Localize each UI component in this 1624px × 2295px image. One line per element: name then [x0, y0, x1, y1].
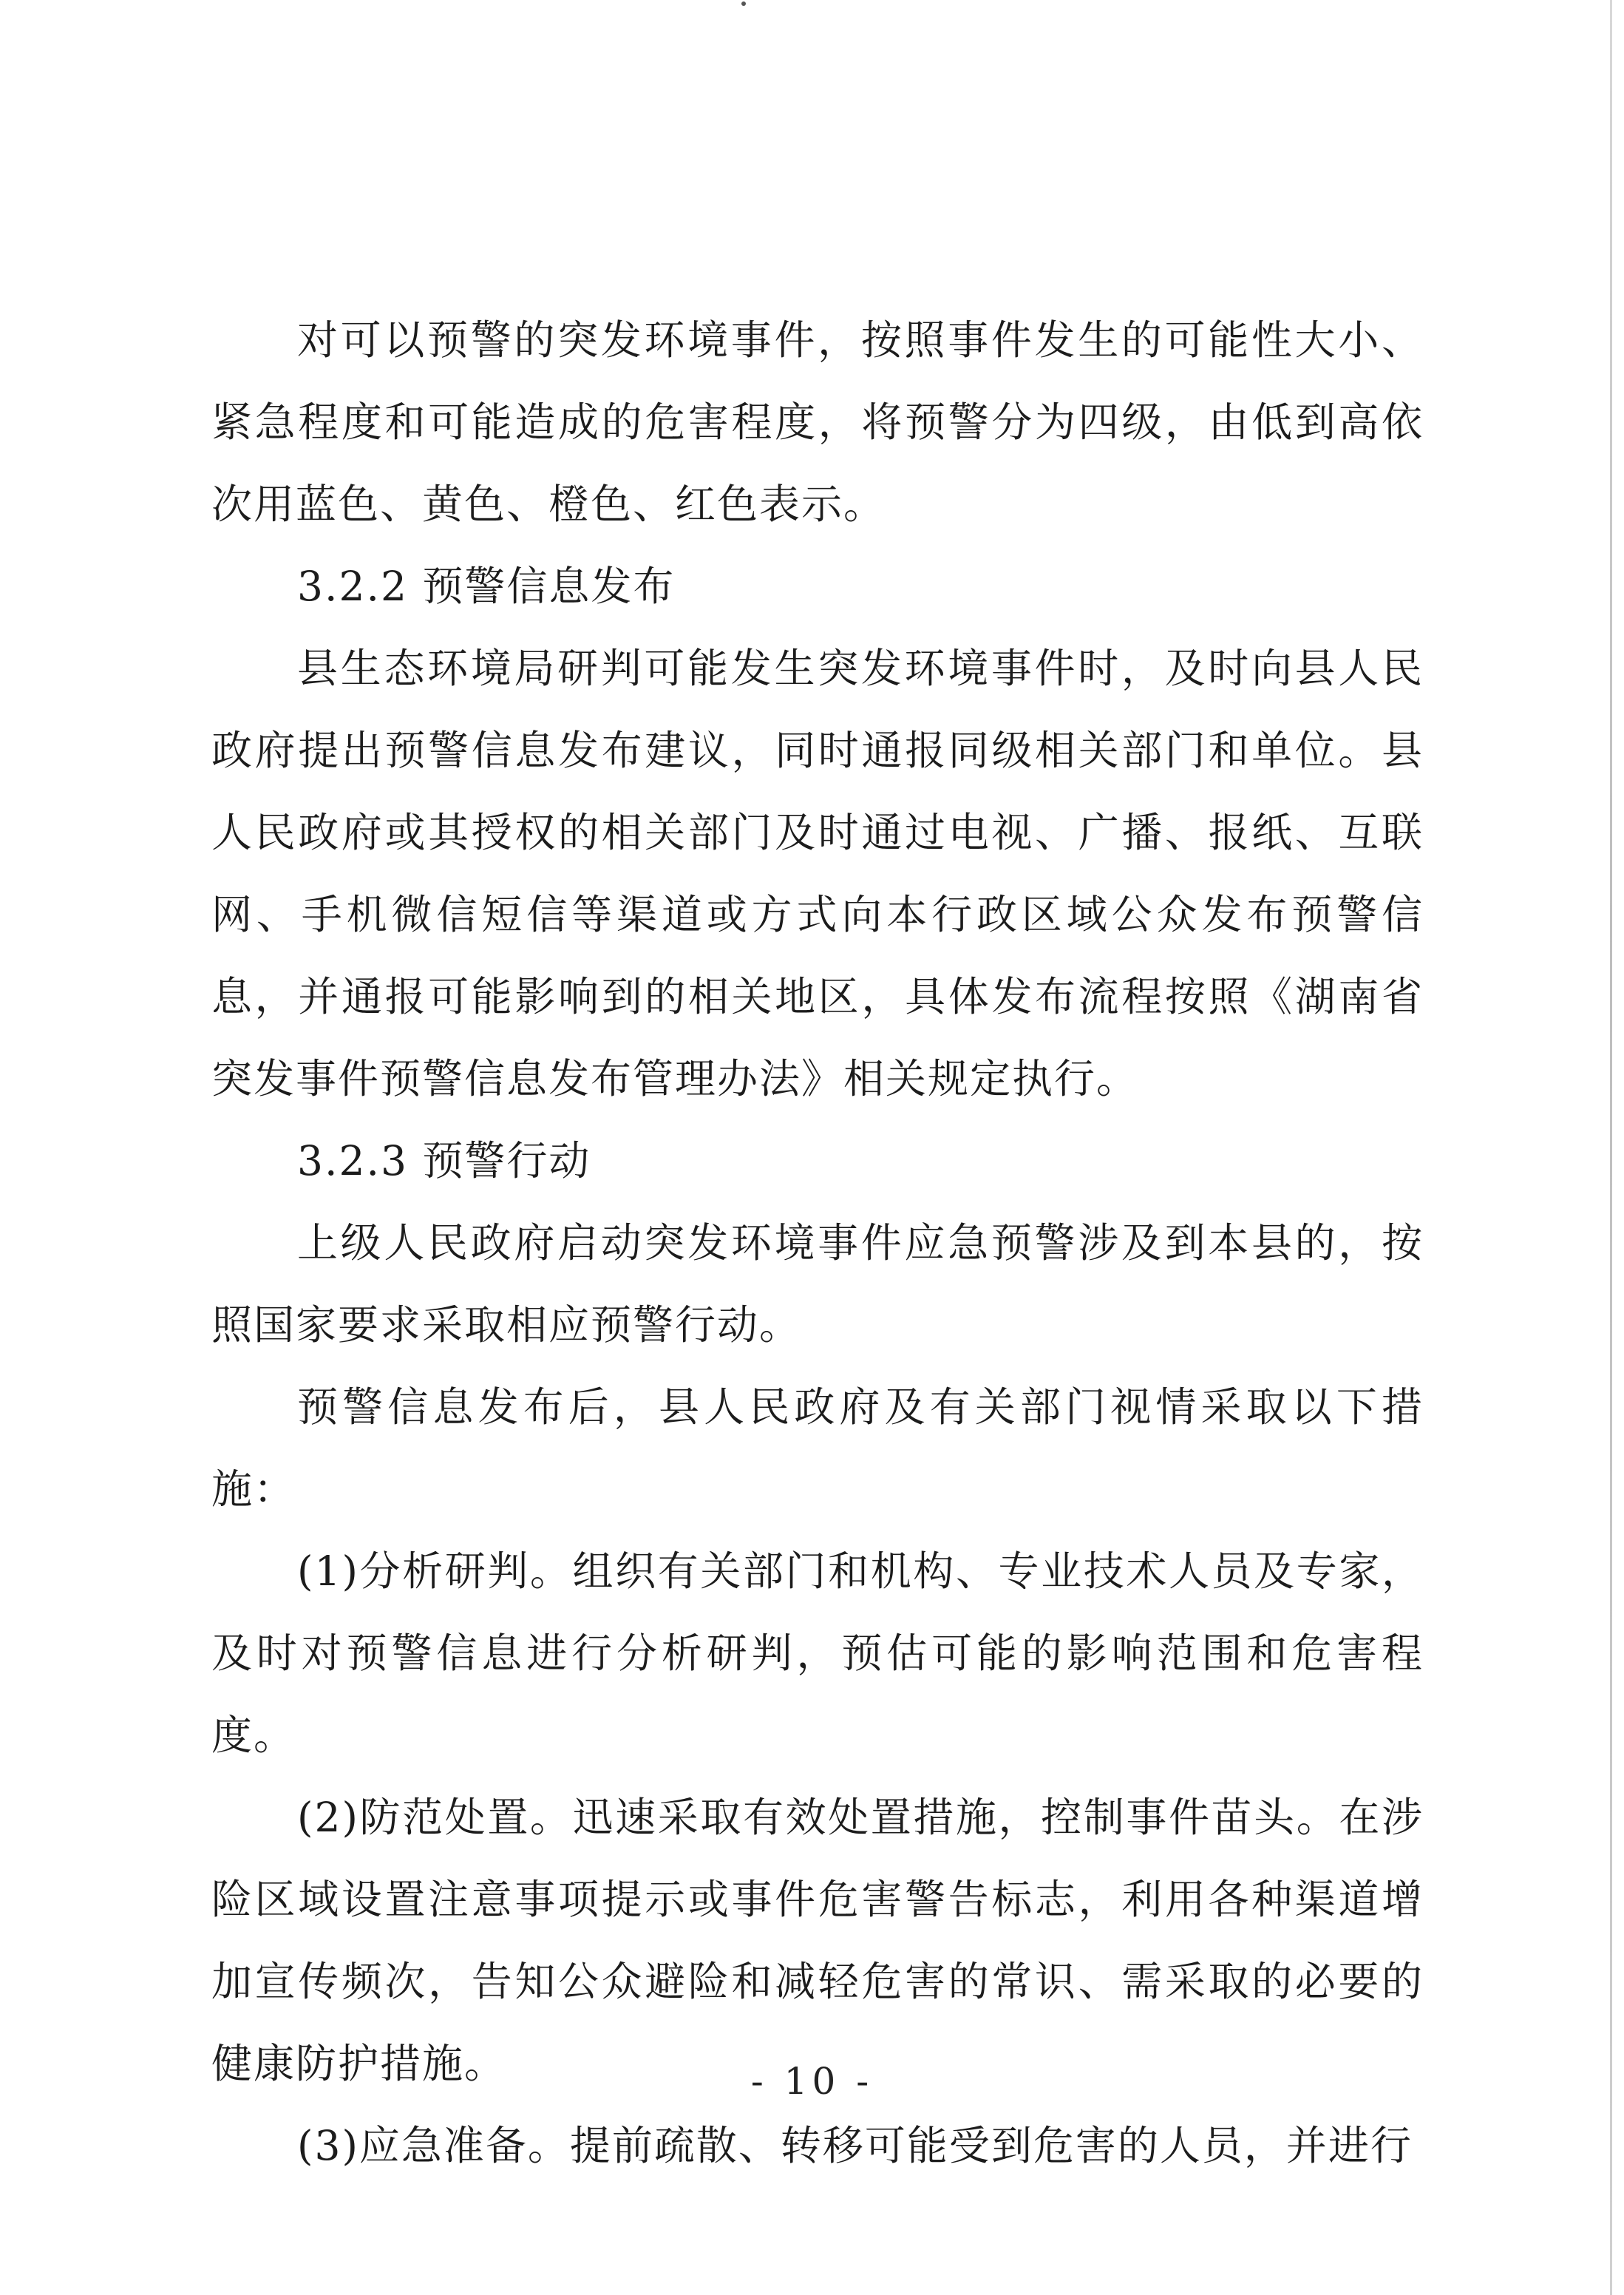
page-number: - 10 -	[750, 2060, 874, 2103]
paragraph-measure-3: (3)应急准备。提前疏散、转移可能受到危害的人员，并进行	[297, 2122, 1413, 2169]
paragraph-warning-action: 上级人民政府启动突发环境事件应急预警涉及到本县的，按照国家要求采取相应预警行动。	[211, 1219, 1424, 1349]
document-body	[211, 299, 1424, 2187]
paragraph-measure-2: (2)防范处置。迅速采取有效处置措施，控制事件苗头。在涉险区域设置注意事项提示或事件危害警告标志，利用各种渠道增加宣传频次，告知公众避险和减轻危害的常识、需采取的必要的健康防护措施。	[211, 1794, 1424, 2087]
paragraph-warning-levels: 对可以预警的突发环境事件，按照事件发生的可能性大小、紧急程度和可能造成的危害程度，将预警分为四级，由低到高依次用蓝色、黄色、橙色、红色表示。	[211, 316, 1424, 528]
paragraph-warning-release: 县生态环境局研判可能发生突发环境事件时，及时向县人民政府提出预警信息发布建议，同时通报同级相关部门和单位。县人民政府或其授权的相关部门及时通过电视、广播、报纸、互联网、手机微信短信等渠道或方式向本行政区域公众发布预警信息，并通报可能影响到的相关地区，具体发布流程按照《湖南省突发事件预警信息发布管理办法》相关规定执行。	[211, 645, 1424, 1102]
paragraph-measure-1: (1)分析研判。组织有关部门和机构、专业技术人员及专家，及时对预警信息进行分析研判，预估可能的影响范围和危害程度。	[211, 1547, 1424, 1759]
heading-3-2-2: 3.2.2 预警信息发布	[297, 563, 676, 610]
paragraph-measures-intro: 预警信息发布后，县人民政府及有关部门视情采取以下措施：	[211, 1383, 1424, 1513]
scan-speck	[741, 1, 746, 6]
page-edge-shadow	[1610, 0, 1612, 2295]
heading-3-2-3: 3.2.3 预警行动	[297, 1137, 591, 1184]
